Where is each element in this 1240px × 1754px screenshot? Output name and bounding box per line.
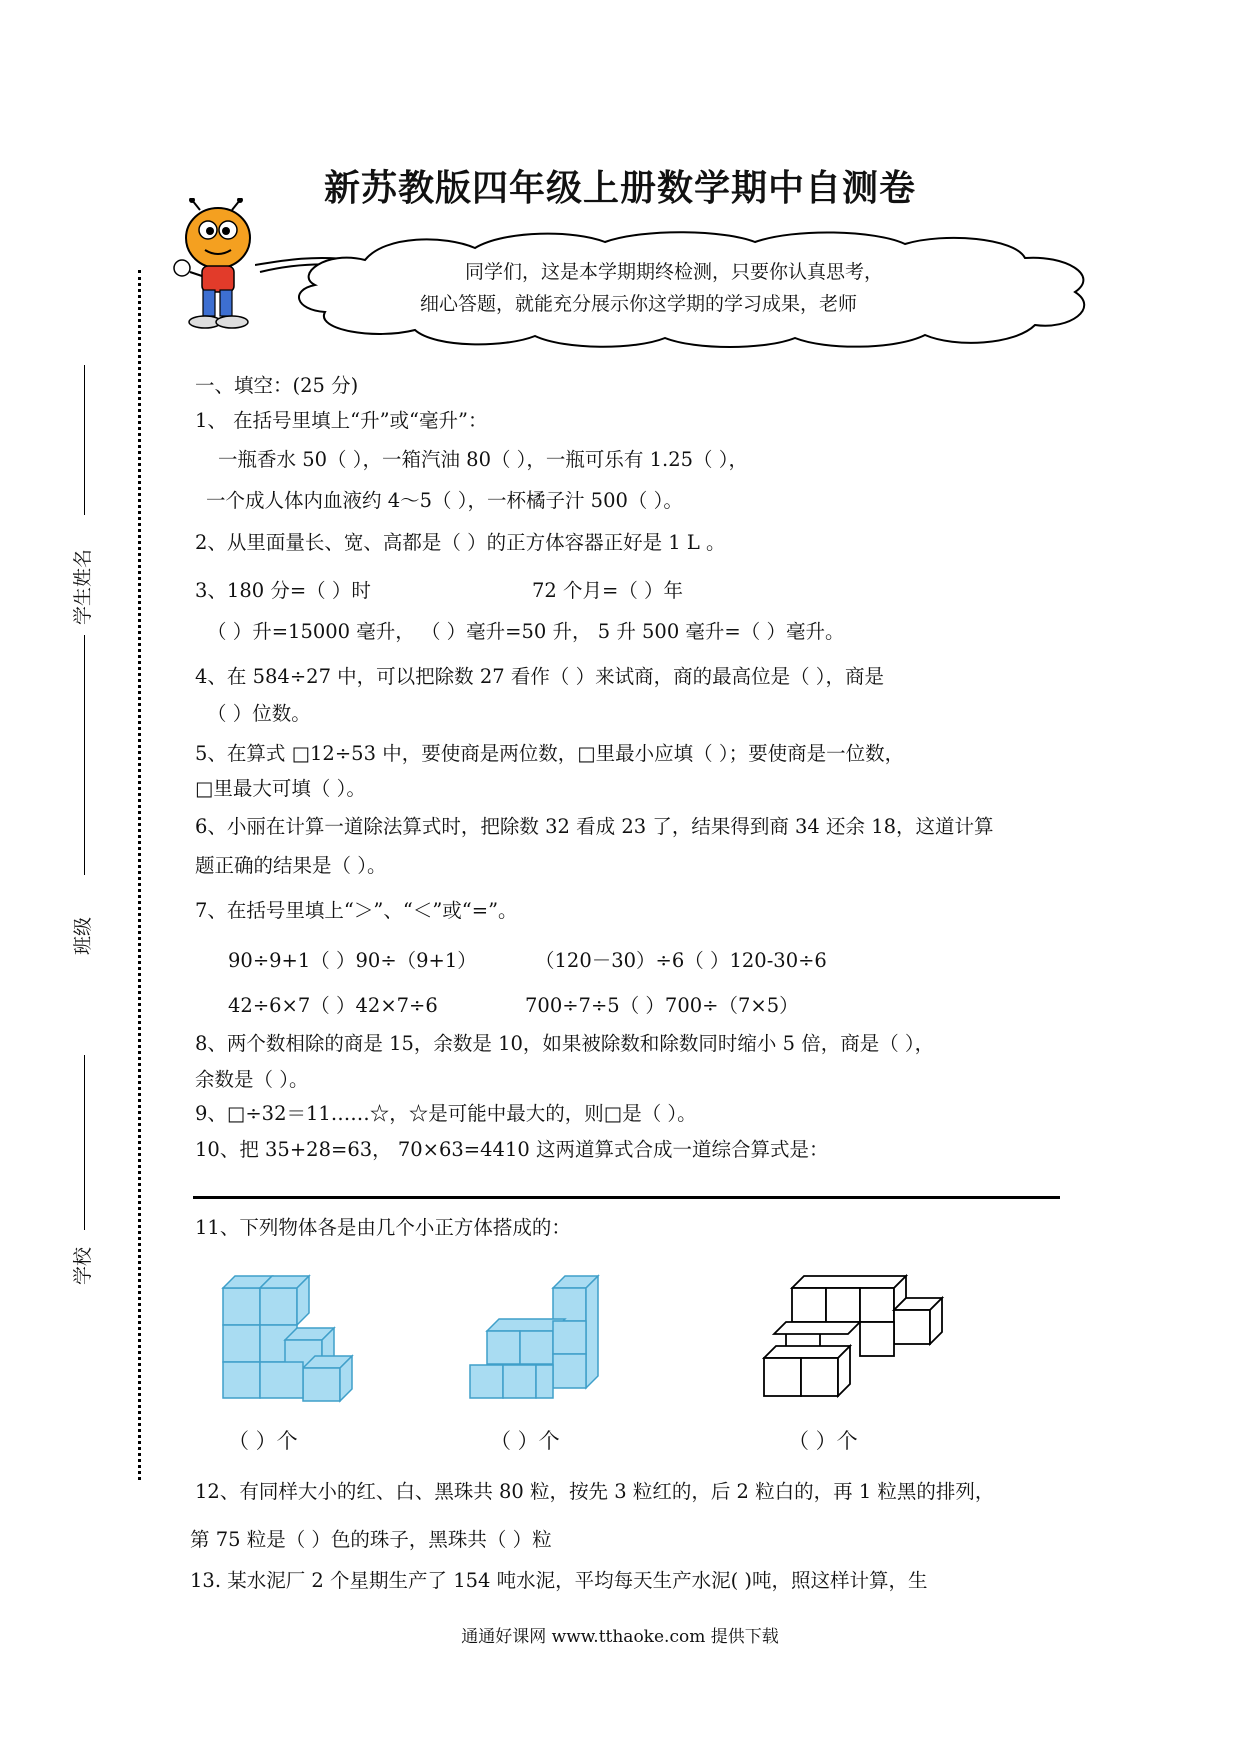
q7-stem: 7、在括号里填上“＞”、“＜”或“=”。 (195, 899, 518, 922)
q7-row2-a: 42÷6×7（ ）42×7÷6 (228, 994, 438, 1017)
q1-line-2: 一个成人体内血液约 4～5（ ），一杯橘子汁 500（ ）。 (206, 489, 683, 512)
q1-line-1: 一瓶香水 50（ ），一箱汽油 80（ ），一瓶可乐有 1.25（ ）， (218, 448, 748, 471)
name-underline (84, 365, 85, 515)
q4-line-2: （ ）位数。 (207, 702, 311, 725)
cube-figure-2 (468, 1268, 608, 1403)
footer-credit: 通通好课网 www.tthaoke.com 提供下载 (461, 1627, 779, 1647)
q12-line-1: 12、有同样大小的红、白、黑珠共 80 粒，按先 3 粒红的，后 2 粒白的，再 1 粒黑的排列， (195, 1480, 995, 1503)
q10: 10、把 35+28=63， 70×63=4410 这两道算式合成一道综合算式是： (195, 1138, 829, 1161)
q7-row2-b: 700÷7÷5（ ）700÷（7×5） (525, 994, 799, 1017)
class-label: 班级 (72, 916, 94, 955)
cloud-line-2: 细心答题，就能充分展示你这学期的学习成果，老师 (420, 293, 858, 315)
answer-line[interactable] (193, 1196, 1060, 1199)
school-underline (84, 1055, 85, 1230)
q9: 9、□÷32＝11……☆，☆是可能中最大的，则□是（ ）。 (195, 1102, 697, 1125)
q7-row1-a: 90÷9+1（ ）90÷（9+1） (228, 949, 477, 972)
q6-line-1: 6、小丽在计算一道除法算式时，把除数 32 看成 23 了，结果得到商 34 还余 18，这道计算 (195, 815, 994, 838)
student-name-label: 学生姓名 (72, 548, 94, 625)
binding-dotted-line (138, 270, 141, 1480)
q8-line-1: 8、两个数相除的商是 15，余数是 10，如果被除数和除数同时缩小 5 倍，商是（ ）， (195, 1032, 935, 1055)
q5-line-2: □里最大可填（ ）。 (195, 777, 366, 800)
cube-figure-3 (762, 1268, 952, 1408)
q11-stem: 11、下列物体各是由几个小正方体搭成的： (195, 1216, 571, 1239)
q3-line-1a: 3、180 分=（ ）时 (195, 579, 371, 602)
q13: 13. 某水泥厂 2 个星期生产了 154 吨水泥，平均每天生产水泥( )吨，照这样计算，生 (190, 1569, 928, 1592)
q7-row1-b: （120－30）÷6（ ）120-30÷6 (535, 949, 827, 972)
q1-stem: 1、 在括号里填上“升”或“毫升”： (195, 409, 488, 432)
q11-caption-2: （ ）个 (490, 1429, 560, 1453)
q3-line-1b: 72 个月=（ ）年 (532, 579, 684, 602)
class-underline (84, 635, 85, 875)
school-label: 学校 (72, 1246, 94, 1285)
q11-caption-3: （ ）个 (788, 1429, 858, 1453)
q5-line-1: 5、在算式 □12÷53 中，要使商是两位数，□里最小应填（ ）；要使商是一位数， (195, 742, 905, 765)
q4-line-1: 4、在 584÷27 中，可以把除数 27 看作（ ）来试商，商的最高位是（ ），商是 (195, 665, 885, 688)
cube-figure-1 (215, 1268, 355, 1403)
mascot-illustration (170, 198, 265, 333)
section-heading: 一、填空：(25 分) (195, 374, 359, 397)
q3-line-2: （ ）升=15000 毫升， （ ）毫升=50 升， 5 升 500 毫升=（ ）毫升。 (207, 620, 845, 643)
q2: 2、从里面量长、宽、高都是（ ）的正方体容器正好是 1 L 。 (195, 531, 726, 554)
page-title: 新苏教版四年级上册数学期中自测卷 (323, 168, 916, 209)
cloud-line-1: 同学们，这是本学期期终检测，只要你认真思考， (465, 261, 884, 283)
q11-caption-1: （ ）个 (228, 1429, 298, 1453)
q8-line-2: 余数是（ ）。 (195, 1068, 309, 1091)
q6-line-2: 题正确的结果是（ ）。 (195, 854, 387, 877)
q12-line-2: 第 75 粒是（ ）色的珠子，黑珠共（ ）粒 (190, 1528, 552, 1551)
